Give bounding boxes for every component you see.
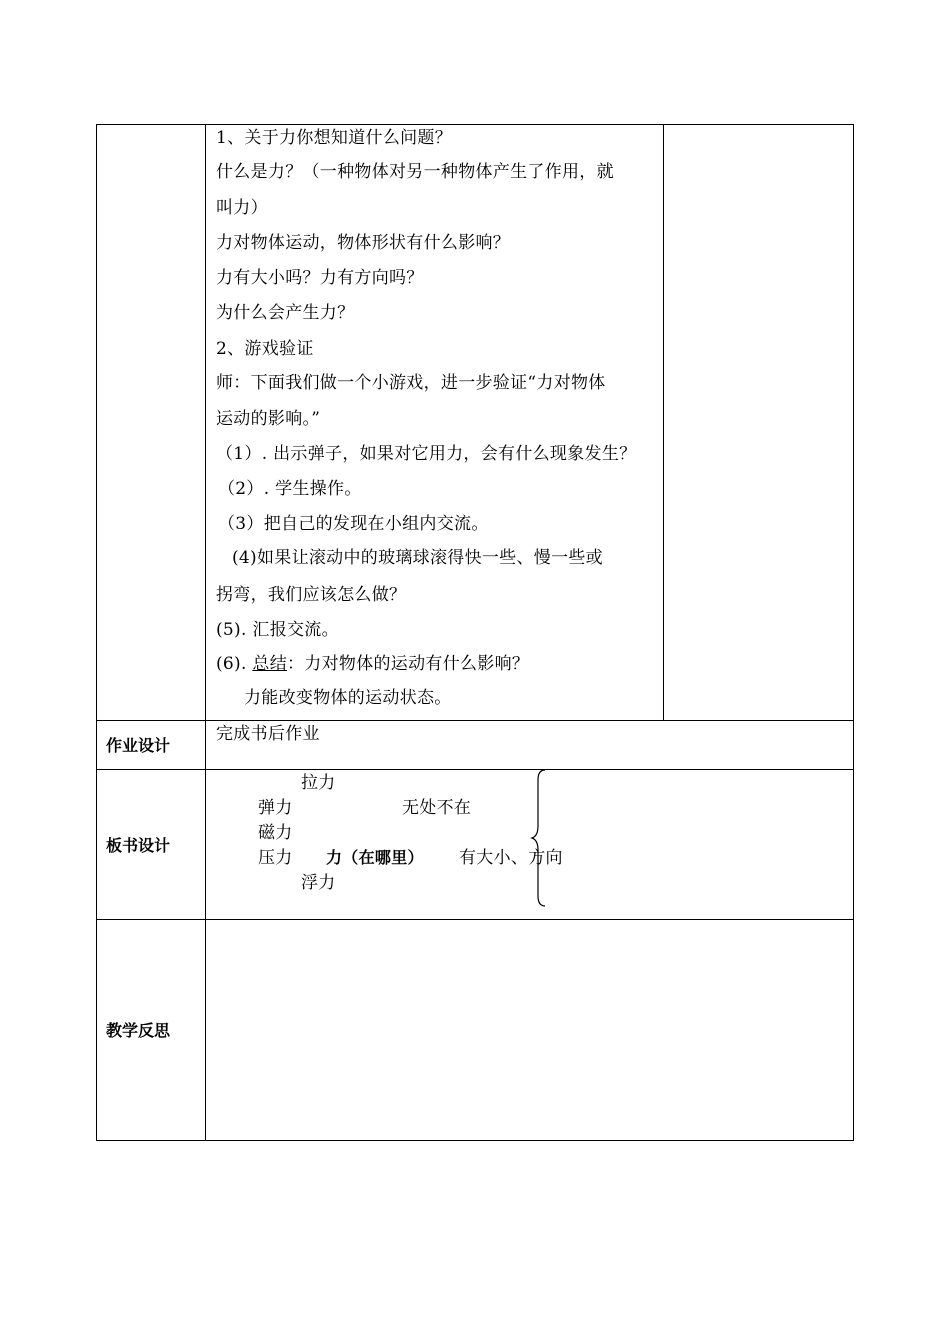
content-line-11: （2）. 学生操作。	[218, 479, 362, 499]
homework-text: 完成书后作业	[216, 724, 320, 744]
summary-rest: ：力对物体的运动有什么影响？	[287, 654, 530, 674]
content-line-10: （1）. 出示弹子，如果对它用力，会有什么现象发生？	[216, 444, 637, 464]
content-line-6: 为什么会产生力？	[216, 303, 355, 323]
summary-line	[216, 654, 529, 674]
summary-prefix: (6).	[216, 654, 253, 674]
content-line-12: （3）把自己的发现在小组内交流。	[218, 514, 489, 534]
content-line-1: 1、关于力你想知道什么问题？	[216, 128, 453, 148]
brace-icon	[530, 768, 550, 910]
board-magnetic: 磁力	[258, 823, 293, 843]
row-divider-homework	[96, 720, 854, 721]
board-buoyancy: 浮力	[301, 873, 336, 893]
board-pressure: 压力	[258, 848, 293, 868]
content-line-15: (5). 汇报交流。	[216, 620, 339, 640]
summary-underlined: 总结	[252, 654, 287, 674]
reflection-label: 教学反思	[106, 1021, 171, 1040]
content-line-14: 拐弯，我们应该怎么做？	[216, 585, 407, 605]
content-line-4: 力对物体运动，物体形状有什么影响？	[216, 233, 511, 253]
content-line-9: 运动的影响。”	[216, 409, 321, 429]
column-divider-label	[205, 124, 206, 1141]
content-line-3: 叫力）	[216, 198, 268, 218]
row-divider-reflection	[96, 919, 854, 920]
content-line-8: 师：下面我们做一个小游戏，进一步验证“力对物体	[216, 373, 606, 393]
board-pull: 拉力	[301, 773, 336, 793]
content-line-7: 2、游戏验证	[216, 339, 314, 359]
homework-label: 作业设计	[106, 736, 171, 755]
column-divider-notes	[663, 124, 664, 721]
board-size-direction: 有大小、方向	[459, 848, 563, 868]
row-divider-board	[96, 769, 854, 770]
content-line-5: 力有大小吗？力有方向吗？	[216, 268, 424, 288]
board-center: 力（在哪里）	[326, 848, 424, 867]
content-line-13: (4)如果让滚动中的玻璃球滚得快一些、慢一些或	[232, 548, 603, 568]
board-label: 板书设计	[106, 836, 171, 855]
content-line-2: 什么是力？（一种物体对另一种物体产生了作用，就	[216, 162, 614, 182]
conclusion-line: 力能改变物体的运动状态。	[244, 688, 452, 708]
board-everywhere: 无处不在	[402, 798, 472, 818]
table-border-bottom	[96, 1140, 854, 1141]
table-border-left	[96, 124, 97, 1141]
board-elastic: 弹力	[258, 798, 293, 818]
table-border-top	[96, 124, 854, 125]
table-border-right	[853, 124, 854, 1141]
